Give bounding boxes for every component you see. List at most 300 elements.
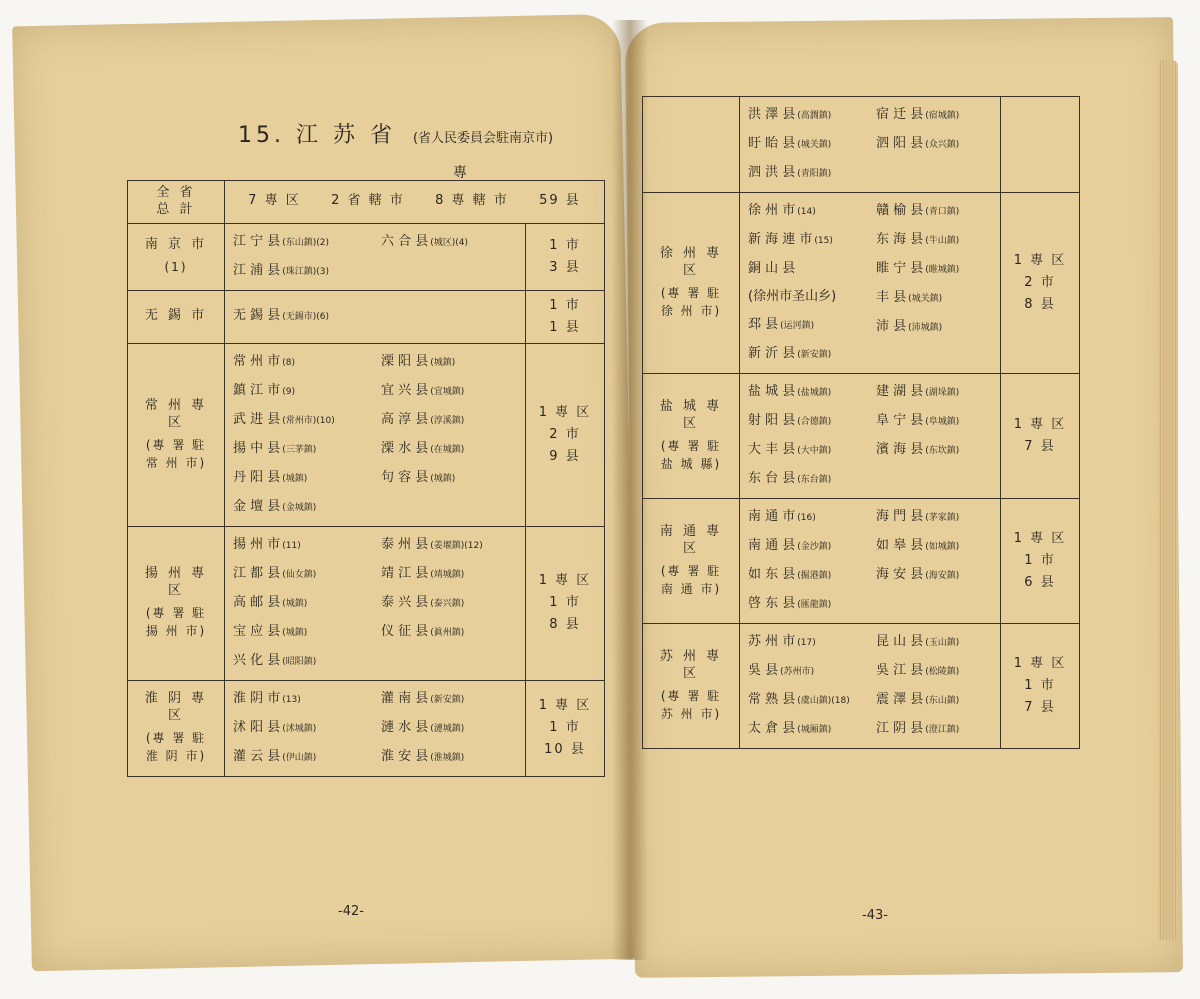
region-name: 淮 阴 專 区 [144, 691, 208, 724]
seat-note: (8) [282, 357, 296, 368]
places-col-2 [876, 503, 992, 619]
place-name: 盐 城 县 [748, 384, 796, 399]
count-cell [526, 343, 605, 526]
seat-note: (在城鎮) [430, 444, 465, 455]
place-name: 淮 安 县 [381, 748, 429, 764]
place-name: 六 合 县 [381, 233, 429, 249]
place-entry [748, 340, 864, 369]
seat-note: (漣城鎮) [430, 723, 465, 734]
region-seat-note: (專 署 駐 徐 州 市) [660, 285, 722, 318]
place-name: 江 浦 县 [233, 262, 281, 278]
place-entry [748, 465, 864, 494]
total-label: 总 計 [156, 201, 196, 217]
places-col-1 [233, 228, 369, 286]
region-seat-note: (專 署 駐 盐 城 縣) [660, 438, 722, 471]
places-col-1 [748, 503, 864, 619]
place-name: 太 倉 县 [748, 721, 796, 736]
region-row [128, 223, 605, 290]
seat-note: (11) [282, 540, 301, 551]
places-columns [233, 302, 517, 331]
place-name: 泗 阳 县 [876, 136, 924, 151]
seat-note: (无錫市)(6) [282, 312, 330, 323]
place-entry [381, 685, 517, 714]
region-name: 常 州 專 区 [144, 397, 208, 430]
place-name: 射 阳 县 [748, 413, 796, 428]
place-entry [381, 435, 517, 464]
place-entry [233, 257, 369, 286]
places-cell [740, 499, 1001, 624]
region-cell [128, 343, 225, 526]
seat-note: (如城鎮) [925, 542, 960, 552]
region-seat-note: (專 署 駐 常 州 市) [145, 437, 207, 470]
place-name: 兴 化 县 [233, 652, 281, 668]
count-item: 1 專 区 [538, 698, 592, 714]
seat-note: (睢城鎮) [925, 265, 960, 275]
seat-note: (宿城鎮) [925, 111, 960, 121]
count-cell [1001, 193, 1080, 374]
page-number-left: -42- [338, 904, 364, 919]
count-item: 1 市 [1024, 678, 1056, 693]
places-col-2 [381, 228, 517, 286]
place-name: 吳 县 [748, 663, 779, 678]
seat-note: (东坎鎮) [925, 446, 960, 456]
seat-note: (新安鎮) [430, 694, 465, 705]
place-entry [876, 313, 992, 342]
count-cell [526, 223, 605, 290]
place-name: 啓 东 县 [748, 596, 796, 611]
region-cell [128, 223, 225, 290]
place-entry [233, 685, 369, 714]
place-name: 建 湖 县 [876, 384, 924, 399]
region-row [643, 499, 1080, 624]
region-seat-note: (專 署 駐 苏 州 市) [660, 688, 722, 721]
place-name: 揚 中 县 [233, 440, 281, 456]
region-row [643, 374, 1080, 499]
place-entry [233, 589, 369, 618]
seat-note: (仙女鎮) [282, 569, 317, 580]
place-name: 邳 县 [748, 317, 779, 332]
place-name: 高 淳 县 [381, 411, 429, 427]
region-cell [643, 624, 740, 749]
seat-note: (茅家鎮) [925, 513, 960, 523]
place-name: 新 海 連 市 [748, 232, 813, 247]
seat-note: (三茅鎮) [282, 444, 317, 455]
place-entry [748, 197, 864, 226]
place-name: 南 通 市 [748, 509, 796, 524]
places-cell [225, 223, 526, 290]
place-entry [233, 714, 369, 743]
place-entry [381, 348, 517, 377]
seat-note: (青口鎮) [925, 207, 960, 217]
region-row [128, 526, 605, 680]
handwritten-correction: 專 [453, 165, 467, 181]
place-entry [876, 197, 992, 226]
place-name: 东 海 县 [876, 232, 924, 247]
region-cell [643, 97, 740, 193]
place-entry [381, 618, 517, 647]
region-name: 无 錫 市 [144, 308, 208, 324]
places-cell [225, 290, 526, 343]
place-name: 如 东 县 [748, 567, 796, 582]
place-entry [876, 226, 992, 255]
place-entry [876, 436, 992, 465]
places-cell [225, 343, 526, 526]
count-cell [1001, 374, 1080, 499]
place-entry [876, 715, 992, 744]
place-entry [876, 532, 992, 561]
region-seat-note: (專 署 駐 淮 阴 市) [145, 731, 207, 764]
seat-note: (姜堰鎮)(12) [430, 540, 483, 551]
count-item: 9 县 [549, 448, 581, 464]
region-row [128, 343, 605, 526]
count-cell [1001, 499, 1080, 624]
place-name: 高 邮 县 [233, 594, 281, 610]
left-table [127, 180, 605, 777]
total-item: 59 县 [539, 193, 581, 209]
seat-note: (宜城鎮) [430, 386, 465, 397]
place-name: 宜 兴 县 [381, 382, 429, 398]
place-name: 江 宁 县 [233, 233, 281, 249]
count-cell [526, 680, 605, 776]
place-name: 沛 县 [876, 319, 907, 334]
places-columns [233, 228, 517, 286]
place-entry [748, 503, 864, 532]
place-entry [233, 493, 369, 522]
places-cell [225, 680, 526, 776]
region-cell [643, 374, 740, 499]
region-cell [643, 499, 740, 624]
seat-note: (合德鎮) [797, 417, 832, 427]
seat-note: (17) [797, 638, 816, 648]
region-cell [128, 526, 225, 680]
place-entry [748, 561, 864, 590]
place-entry [748, 532, 864, 561]
place-entry [876, 284, 992, 313]
places-col-2 [876, 101, 992, 188]
seat-note: (伊山鎮) [282, 752, 317, 763]
place-name: 常 熟 县 [748, 692, 796, 707]
place-entry [748, 715, 864, 744]
place-entry [381, 589, 517, 618]
places-col-1 [748, 197, 864, 369]
seat-note: (城关鎮) [908, 294, 943, 304]
place-name: 大 丰 县 [748, 442, 796, 457]
places-col-1 [748, 628, 864, 744]
seat-note: (虞山鎮)(18) [797, 696, 850, 706]
region-row [643, 624, 1080, 749]
seat-note: (城鎮) [282, 473, 308, 484]
place-entry [748, 311, 864, 340]
seat-note: (苏州市) [780, 667, 815, 677]
region-name: 徐 州 專 区 [659, 246, 723, 278]
place-name: 盱 眙 县 [748, 136, 796, 151]
place-entry [233, 560, 369, 589]
places-col-2 [381, 685, 517, 772]
place-name: 揚 州 市 [233, 536, 281, 552]
seat-note: (海安鎮) [925, 571, 960, 581]
seat-note: (大中鎮) [797, 446, 832, 456]
count-cell [1001, 624, 1080, 749]
seat-note: (东山鎮)(2) [282, 237, 330, 248]
count-item: 3 县 [549, 259, 581, 275]
places-columns [748, 197, 992, 369]
place-entry [876, 503, 992, 532]
total-label-cell [128, 181, 225, 224]
place-name: 句 容 县 [381, 469, 429, 485]
count-item: 1 專 区 [538, 573, 592, 589]
place-name: 宝 应 县 [233, 623, 281, 639]
places-columns [748, 628, 992, 744]
place-entry [876, 628, 992, 657]
count-item: 10 县 [544, 742, 586, 758]
seat-note: (眞州鎮) [430, 627, 465, 638]
place-name: 仪 征 县 [381, 623, 429, 639]
place-entry [876, 657, 992, 686]
places-cell [740, 193, 1001, 374]
total-values [233, 193, 596, 210]
place-name: 江 阴 县 [876, 721, 924, 736]
seat-note: (13) [282, 694, 301, 705]
region-row [128, 290, 605, 343]
total-row [128, 181, 605, 224]
place-name: 海 安 县 [876, 567, 924, 582]
place-entry [233, 435, 369, 464]
place-name: 溧 水 县 [381, 440, 429, 456]
place-entry [233, 406, 369, 435]
place-name: 常 州 市 [233, 353, 281, 369]
seat-note: (湖垛鎮) [925, 388, 960, 398]
seat-note: (城鎮) [430, 473, 456, 484]
place-name: 濱 海 县 [876, 442, 924, 457]
region-seat-note: (1) [164, 260, 188, 275]
places-col-1 [748, 378, 864, 494]
places-col-1 [233, 302, 369, 331]
place-entry [381, 714, 517, 743]
place-name: 如 皋 县 [876, 538, 924, 553]
places-cell [225, 526, 526, 680]
place-name: 沭 阳 县 [233, 719, 281, 735]
place-entry [233, 464, 369, 493]
count-item: 7 县 [1024, 700, 1056, 715]
place-entry [748, 657, 864, 686]
total-item: 7 專 区 [248, 193, 301, 209]
seat-note: (众兴鎮) [925, 140, 960, 150]
count-item: 1 專 区 [538, 404, 592, 420]
page-number-right: -43- [862, 908, 888, 923]
seat-note: (城鎮) [282, 627, 308, 638]
place-name: 金 壇 县 [233, 498, 281, 514]
region-seat-note: (專 署 駐 揚 州 市) [145, 606, 207, 639]
place-entry [748, 283, 864, 311]
place-name: 靖 江 县 [381, 565, 429, 581]
seat-note: (牛山鎮) [925, 236, 960, 246]
place-name: 海 門 县 [876, 509, 924, 524]
count-item: 1 專 区 [1013, 253, 1067, 268]
place-name: 漣 水 县 [381, 719, 429, 735]
place-name: 泰 兴 县 [381, 594, 429, 610]
count-item: 1 市 [549, 237, 581, 253]
place-name: 泰 州 县 [381, 536, 429, 552]
place-name: 吳 江 县 [876, 663, 924, 678]
region-row [128, 680, 605, 776]
count-item: 6 县 [1024, 575, 1056, 590]
place-entry [876, 255, 992, 284]
seat-note: (玉山鎮) [925, 638, 960, 648]
place-entry [381, 406, 517, 435]
place-entry [748, 130, 864, 159]
place-entry [876, 378, 992, 407]
seat-note: (新安鎮) [797, 350, 832, 360]
seat-note: (淳溪鎮) [430, 415, 465, 426]
place-entry [381, 228, 517, 257]
places-cell [740, 624, 1001, 749]
count-item: 1 市 [1024, 553, 1056, 568]
seat-note: (珠江鎮)(3) [282, 266, 330, 277]
place-name: 灌 南 县 [381, 690, 429, 706]
seat-note: (城关鎮) [797, 140, 832, 150]
place-entry [748, 159, 864, 188]
place-name: 灌 云 县 [233, 748, 281, 764]
place-entry [748, 255, 864, 283]
place-name: 新 沂 县 [748, 346, 796, 361]
title-sub: (省人民委員会駐南京市) [412, 131, 554, 146]
place-name: 淮 阴 市 [233, 690, 281, 706]
count-cell [526, 290, 605, 343]
count-item: 1 市 [549, 297, 581, 313]
region-name: 盐 城 專 区 [659, 399, 723, 431]
count-item: 1 市 [549, 595, 581, 611]
place-name: 东 台 县 [748, 471, 796, 486]
place-name: 贛 榆 县 [876, 203, 924, 218]
places-columns [748, 101, 992, 188]
place-entry [233, 531, 369, 560]
place-name: 泗 洪 县 [748, 165, 796, 180]
count-item: 1 市 [549, 720, 581, 736]
total-item: 8 專 轄 市 [435, 193, 509, 209]
place-name: 江 都 县 [233, 565, 281, 581]
seat-note: (泰兴鎮) [430, 598, 465, 609]
place-name: (徐州市圣山乡) [748, 289, 837, 304]
place-entry [381, 377, 517, 406]
region-name: 苏 州 專 区 [659, 649, 723, 681]
places-col-2 [381, 348, 517, 522]
count-item: 2 市 [549, 426, 581, 442]
count-item: 8 县 [549, 617, 581, 633]
seat-note: (城区)(4) [430, 237, 469, 248]
place-name: 无 錫 县 [233, 308, 281, 324]
seat-note: (14) [797, 207, 816, 217]
place-entry [748, 101, 864, 130]
seat-note: (掘港鎮) [797, 571, 832, 581]
place-name: 丹 阳 县 [233, 469, 281, 485]
seat-note: (靖城鎮) [430, 569, 465, 580]
seat-note: (城鎮) [282, 598, 308, 609]
seat-note: (青阳鎮) [797, 169, 832, 179]
places-col-1 [233, 531, 369, 676]
place-entry [381, 464, 517, 493]
region-cell [128, 680, 225, 776]
place-name: 宿 迁 县 [876, 107, 924, 122]
seat-note: (金沙鎮) [797, 542, 832, 552]
region-name: 南 京 市 [144, 237, 208, 253]
count-cell [1001, 97, 1080, 193]
place-name: 震 澤 县 [876, 692, 924, 707]
page-edges [1158, 60, 1178, 940]
place-name: 睢 宁 县 [876, 261, 924, 276]
places-col-1 [233, 685, 369, 772]
place-entry [748, 590, 864, 619]
places-columns [233, 531, 517, 676]
seat-note: (东台鎮) [797, 475, 832, 485]
place-entry [876, 407, 992, 436]
count-item: 1 專 区 [1013, 656, 1067, 671]
place-name: 南 通 县 [748, 538, 796, 553]
seat-note: (15) [814, 236, 833, 246]
region-row [643, 97, 1080, 193]
seat-note: (澄江鎮) [925, 725, 960, 735]
seat-note: (16) [797, 513, 816, 523]
place-entry [233, 647, 369, 676]
place-name: 苏 州 市 [748, 634, 796, 649]
place-entry [233, 348, 369, 377]
places-col-2 [876, 628, 992, 744]
place-name: 鎮 江 市 [233, 382, 281, 398]
region-seat-note: (專 署 駐 南 通 市) [660, 563, 722, 596]
total-item: 2 省 轄 市 [331, 193, 405, 209]
place-entry [876, 686, 992, 715]
places-col-1 [233, 348, 369, 522]
page-title [238, 118, 578, 158]
total-label: 全 省 [156, 185, 196, 200]
count-item: 1 县 [549, 319, 581, 335]
region-cell [128, 290, 225, 343]
places-columns [748, 378, 992, 494]
seat-note: (沭城鎮) [282, 723, 317, 734]
place-entry [876, 130, 992, 159]
count-item: 1 專 区 [1013, 531, 1067, 546]
place-name: 昆 山 县 [876, 634, 924, 649]
region-cell [643, 193, 740, 374]
place-entry [381, 560, 517, 589]
seat-note: (常州市)(10) [282, 415, 335, 426]
places-cell [740, 97, 1001, 193]
place-entry [233, 228, 369, 257]
places-col-1 [748, 101, 864, 188]
place-name: 徐 州 市 [748, 203, 796, 218]
region-row [643, 193, 1080, 374]
place-entry [748, 686, 864, 715]
count-item: 7 县 [1024, 439, 1056, 454]
total-values-cell [225, 181, 605, 224]
title-main: 15. 江 苏 省 [238, 123, 396, 148]
count-item: 8 县 [1024, 297, 1056, 312]
place-entry [381, 743, 517, 772]
place-entry [748, 226, 864, 255]
place-name: 銅 山 县 [748, 261, 796, 276]
place-entry [748, 378, 864, 407]
place-name: 阜 宁 县 [876, 413, 924, 428]
places-col-2 [381, 302, 517, 331]
places-col-2 [876, 197, 992, 369]
places-col-2 [876, 378, 992, 494]
seat-note: (匯龍鎮) [797, 600, 832, 610]
places-columns [233, 685, 517, 772]
place-name: 丰 县 [876, 290, 907, 305]
count-item: 2 市 [1024, 275, 1056, 290]
count-item: 1 專 区 [1013, 417, 1067, 432]
place-entry [748, 628, 864, 657]
seat-note: (高澗鎮) [797, 111, 832, 121]
